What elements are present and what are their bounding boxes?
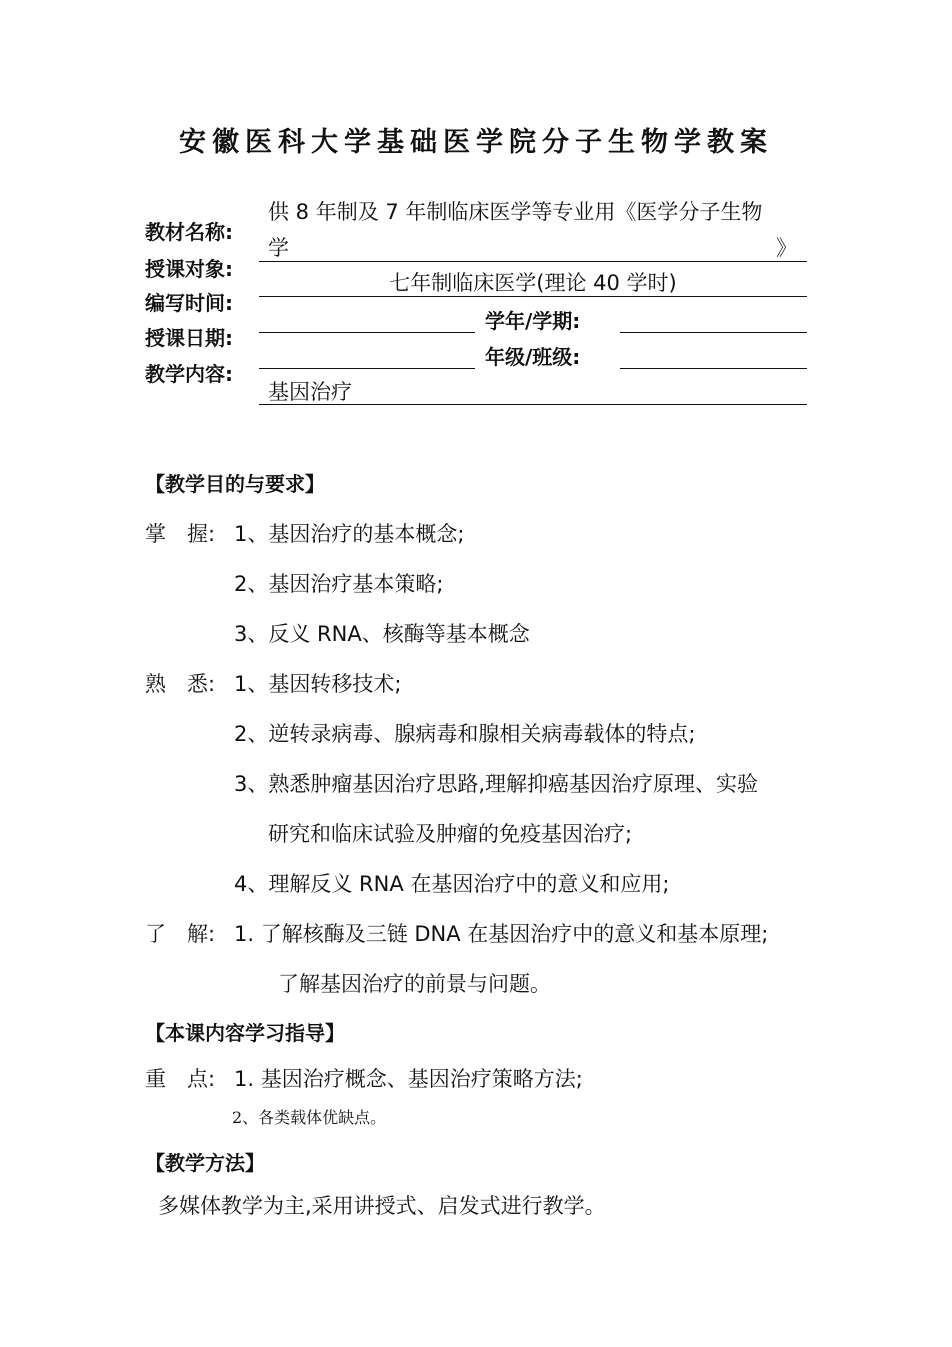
grade-class-label: 年级/班级:	[485, 345, 581, 369]
audience-label: 授课对象:	[145, 257, 233, 281]
written-time-underline	[259, 332, 475, 333]
master-item: 3、反义 RNA、核酶等基本概念	[234, 622, 530, 646]
audience-value: 七年制临床医学(理论 40 学时)	[389, 271, 677, 295]
understand-label: 了 解:	[145, 922, 216, 946]
understand-item: 了解基因治疗的前景与问题。	[278, 972, 551, 996]
textbook-value-line2a: 学	[268, 236, 289, 260]
master-item: 2、基因治疗基本策略;	[234, 572, 444, 596]
grade-class-underline	[620, 368, 807, 369]
guide-heading: 【本课内容学习指导】	[145, 1021, 345, 1045]
content-value: 基因治疗	[268, 380, 352, 404]
familiar-item: 1、基因转移技术;	[234, 672, 402, 696]
year-term-label: 学年/学期:	[485, 309, 581, 333]
textbook-value-line2b: 》	[776, 236, 797, 260]
written-time-label: 编写时间:	[145, 291, 233, 315]
lecture-date-underline	[259, 368, 475, 369]
familiar-item: 2、逆转录病毒、腺病毒和腺相关病毒载体的特点;	[234, 722, 696, 746]
objectives-heading: 【教学目的与要求】	[145, 472, 325, 496]
content-underline	[259, 404, 807, 405]
key-label: 重 点:	[145, 1067, 216, 1091]
familiar-label: 熟 悉:	[145, 672, 216, 696]
lecture-date-label: 授课日期:	[145, 326, 233, 350]
master-item: 1、基因治疗的基本概念;	[234, 522, 465, 546]
understand-item: 1. 了解核酶及三链 DNA 在基因治疗中的意义和基本原理;	[234, 922, 769, 946]
textbook-label: 教材名称:	[145, 220, 233, 244]
master-label: 掌 握:	[145, 522, 216, 546]
audience-underline	[259, 296, 807, 297]
textbook-value-line1: 供 8 年制及 7 年制临床医学等专业用《医学分子生物	[268, 200, 763, 224]
key-item: 2、各类载体优缺点。	[232, 1108, 387, 1127]
year-term-underline	[620, 332, 807, 333]
familiar-item: 4、理解反义 RNA 在基因治疗中的意义和应用;	[234, 872, 670, 896]
familiar-item: 研究和临床试验及肿瘤的免疫基因治疗;	[268, 822, 633, 846]
familiar-item: 3、熟悉肿瘤基因治疗思路,理解抑癌基因治疗原理、实验	[234, 772, 759, 796]
content-label: 教学内容:	[145, 362, 233, 386]
key-item: 1. 基因治疗概念、基因治疗策略方法;	[234, 1067, 583, 1091]
method-heading: 【教学方法】	[145, 1151, 265, 1175]
page-title: 安徽医科大学基础医学院分子生物学教案	[179, 127, 773, 158]
method-text: 多媒体教学为主,采用讲授式、启发式进行教学。	[158, 1194, 606, 1218]
textbook-underline	[259, 261, 807, 262]
